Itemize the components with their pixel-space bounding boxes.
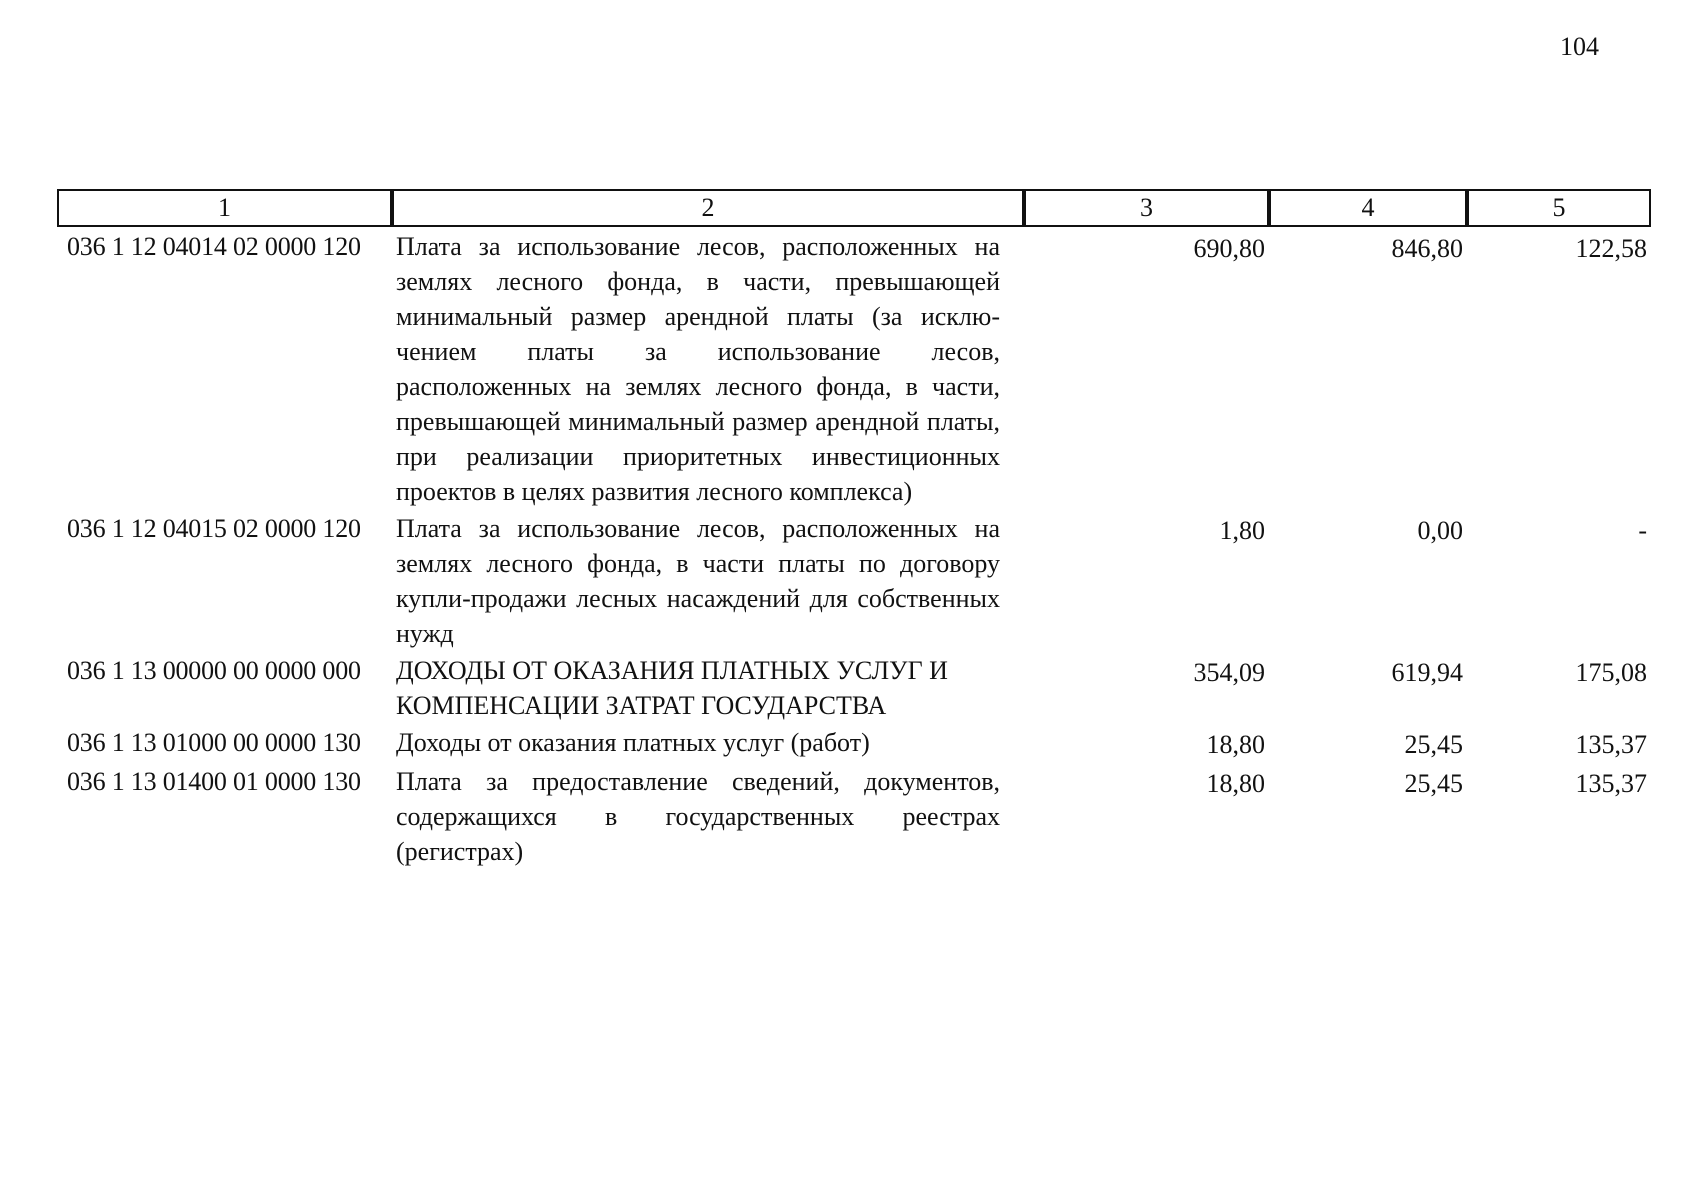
row-value-col5: 135,37 bbox=[1575, 730, 1647, 759]
row-code: 036 1 13 00000 00 0000 000 bbox=[67, 656, 361, 685]
row-value-col4: 25,45 bbox=[1404, 730, 1463, 759]
table-row bbox=[57, 509, 1651, 651]
table-header bbox=[57, 189, 1651, 227]
row-name: ДОХОДЫ ОТ ОКАЗАНИЯ ПЛАТНЫХ УСЛУГ И КОМПЕНСАЦИИ ЗАТРАТ ГОСУДАРСТВА bbox=[396, 656, 948, 720]
header-col-5: 5 bbox=[1467, 189, 1651, 227]
row-value-col4: 25,45 bbox=[1404, 769, 1463, 798]
row-name: Плата за использование лесов, расположенных на землях лесного фонда, в части, превышающей минимальный размер арендной платы (за исклю-чением платы за использование лесов, расположенных на землях лесного фонда, в части, превышающей минимальный размер арендной платы, при реализации приоритетных инвестиционных проектов в целях развития лесного комплекса) bbox=[396, 232, 1000, 506]
row-value-col5: 175,08 bbox=[1575, 658, 1647, 687]
row-code: 036 1 12 04014 02 0000 120 bbox=[67, 232, 361, 261]
row-value-col5: 135,37 bbox=[1575, 769, 1647, 798]
row-code: 036 1 13 01000 00 0000 130 bbox=[67, 728, 361, 757]
row-name: Плата за предоставление сведений, документов, содержащихся в государственных реестрах (регистрах) bbox=[396, 767, 1000, 866]
row-code: 036 1 12 04015 02 0000 120 bbox=[67, 514, 361, 543]
row-value-col4: 0,00 bbox=[1417, 516, 1463, 545]
table-row bbox=[57, 227, 1651, 509]
row-name: Доходы от оказания платных услуг (работ) bbox=[396, 728, 870, 757]
row-value-col5: - bbox=[1638, 516, 1647, 545]
table-body bbox=[57, 227, 1651, 869]
row-value-col3: 690,80 bbox=[1193, 234, 1265, 263]
header-row bbox=[57, 189, 1651, 227]
row-value-col3: 1,80 bbox=[1219, 516, 1265, 545]
row-value-col3: 18,80 bbox=[1206, 769, 1265, 798]
header-col-2: 2 bbox=[392, 189, 1024, 227]
page-number: 104 bbox=[1560, 32, 1599, 61]
row-value-col4: 619,94 bbox=[1391, 658, 1463, 687]
header-col-4: 4 bbox=[1269, 189, 1467, 227]
header-col-1: 1 bbox=[57, 189, 392, 227]
row-value-col4: 846,80 bbox=[1391, 234, 1463, 263]
row-value-col3: 354,09 bbox=[1193, 658, 1265, 687]
header-col-3: 3 bbox=[1024, 189, 1269, 227]
row-code: 036 1 13 01400 01 0000 130 bbox=[67, 767, 361, 796]
row-name: Плата за использование лесов, расположенных на землях лесного фонда, в части платы по договору купли-продажи лесных насаждений для собственных нужд bbox=[396, 514, 1000, 648]
table-row bbox=[57, 723, 1651, 762]
table-row bbox=[57, 651, 1651, 723]
table-row bbox=[57, 762, 1651, 869]
row-value-col5: 122,58 bbox=[1575, 234, 1647, 263]
revenue-table bbox=[57, 189, 1651, 869]
row-value-col3: 18,80 bbox=[1206, 730, 1265, 759]
